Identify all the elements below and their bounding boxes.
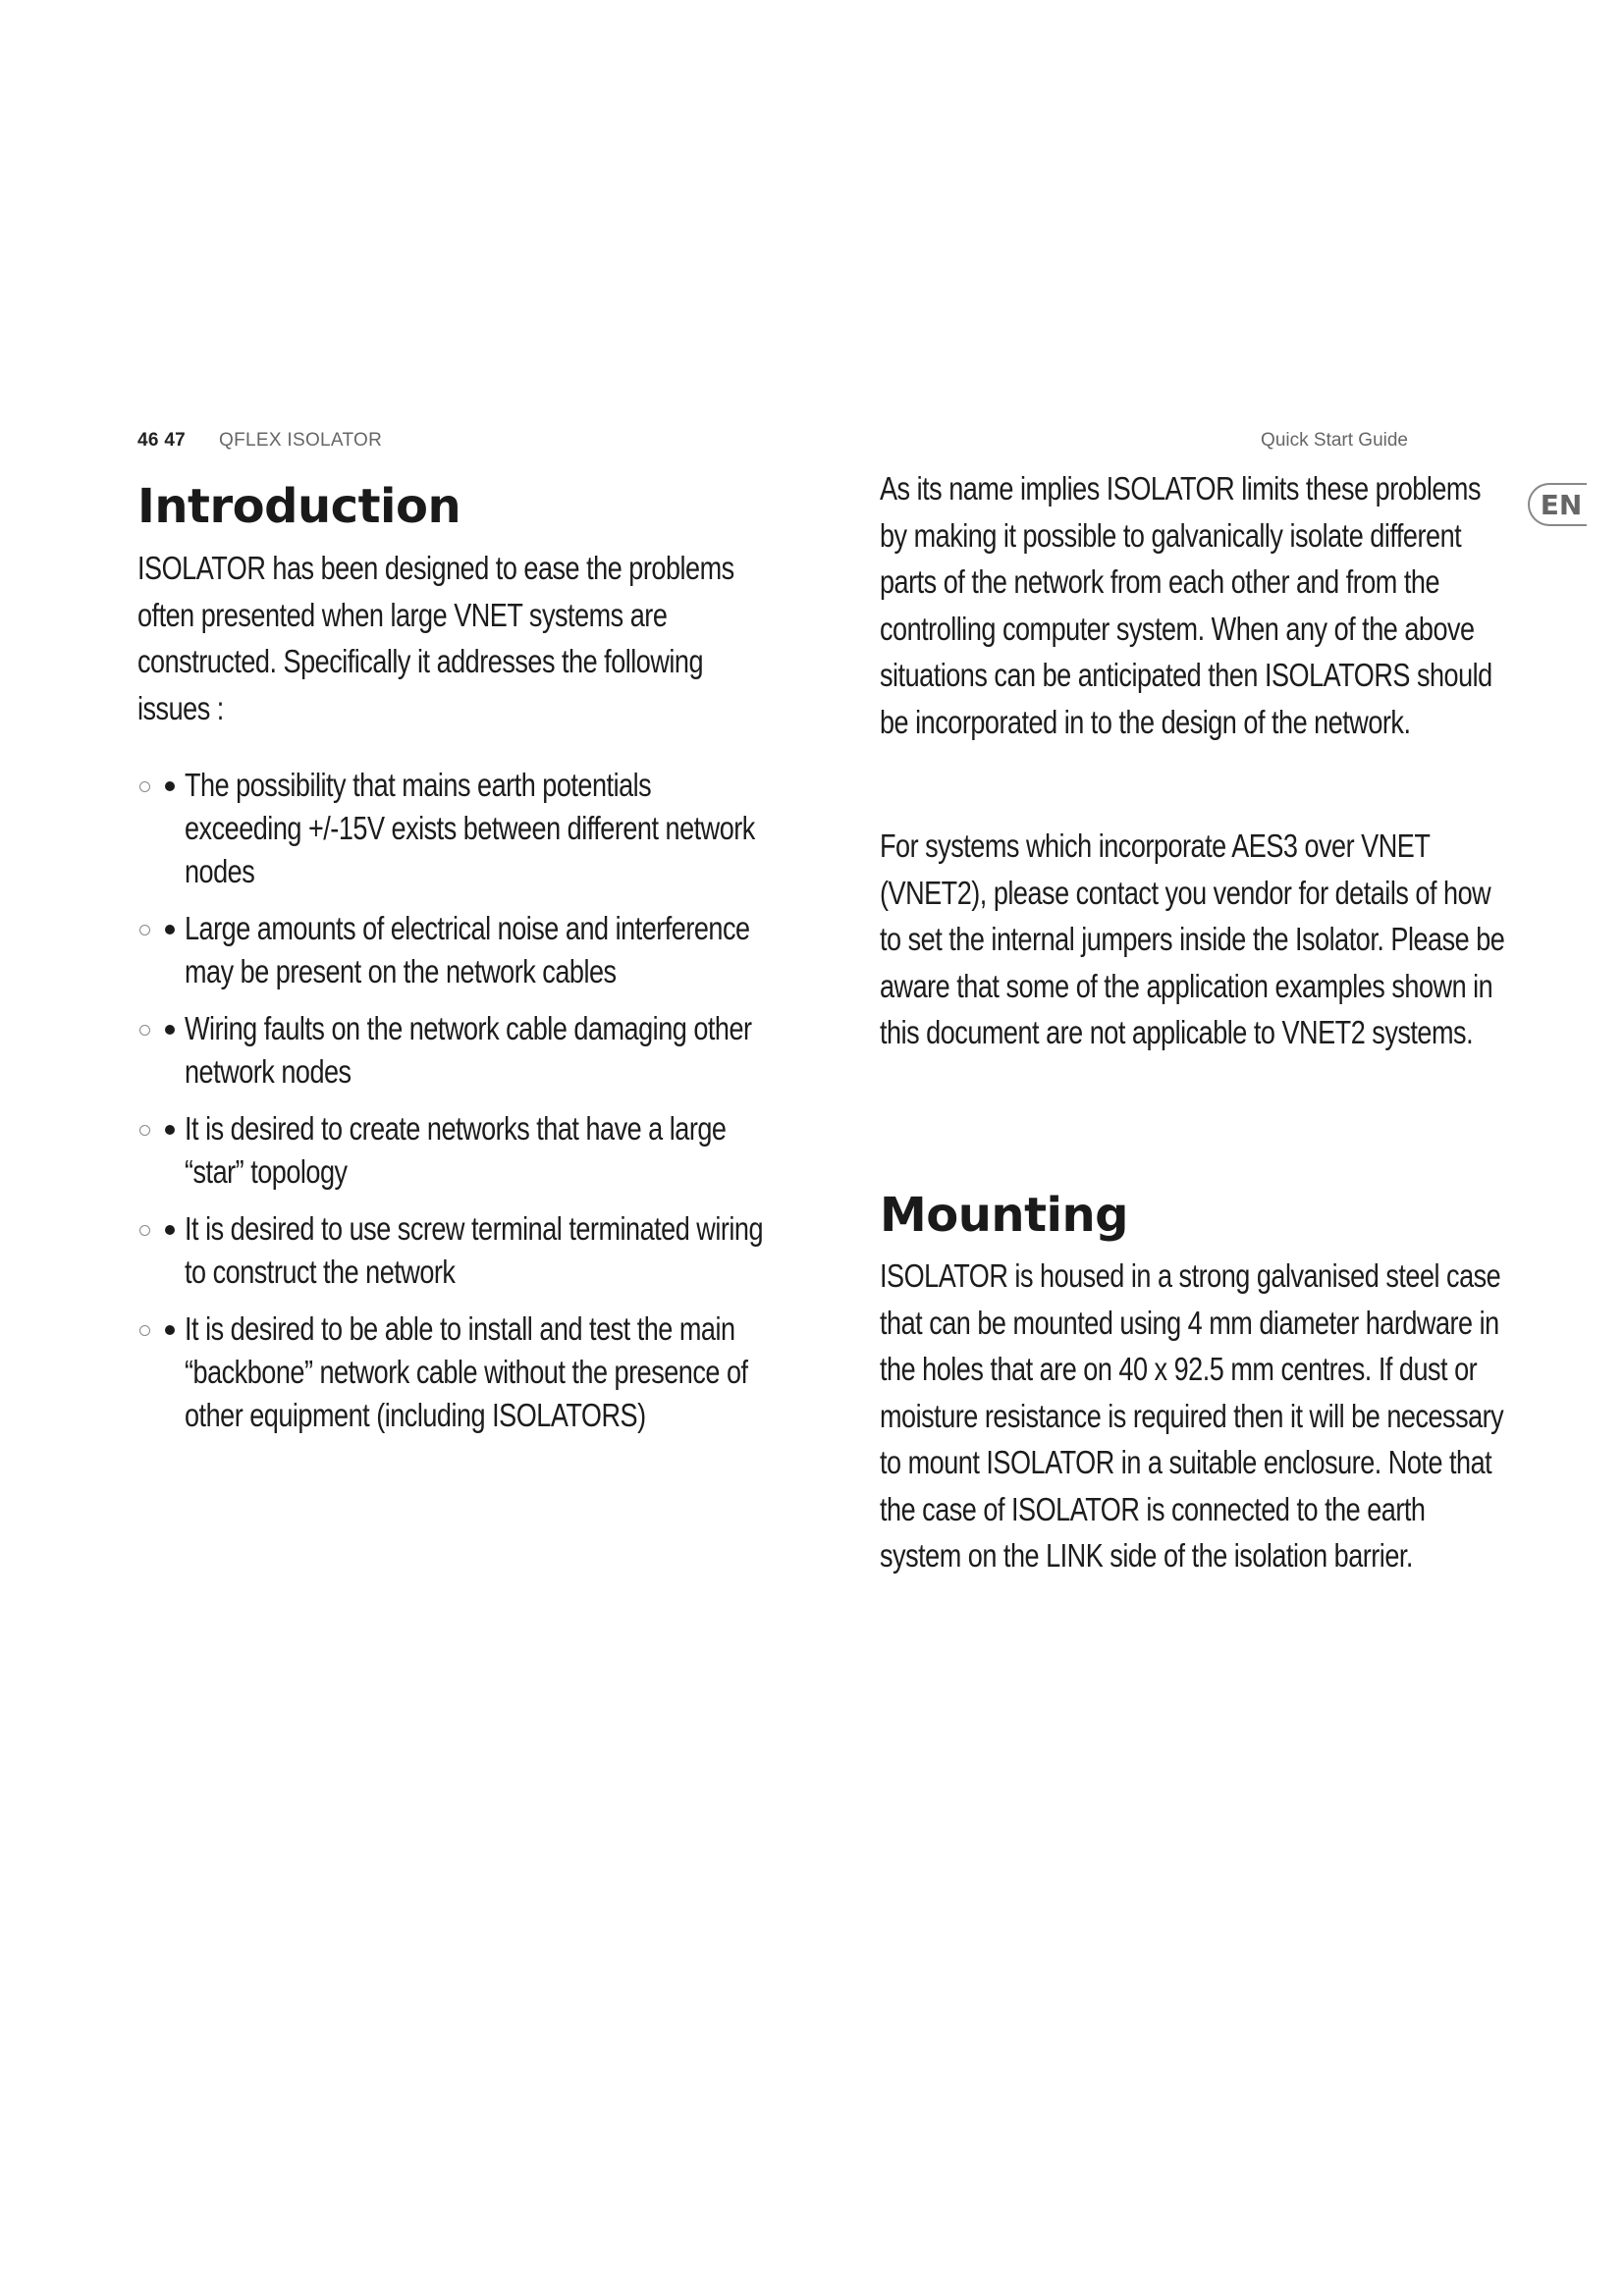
hollow-bullet-icon [139, 1025, 150, 1036]
issue-text: The possibility that mains earth potentials exceeding +/-15V exists between different network nodes [185, 767, 755, 889]
language-tab: EN [1528, 483, 1587, 526]
introduction-heading: Introduction [137, 479, 461, 534]
hollow-bullet-icon [139, 1225, 150, 1236]
mounting-paragraph: ISOLATOR is housed in a strong galvanised steel case that can be mounted using 4 mm diameter hardware in the holes that are on 40 x 92.5 mm centres. If dust or moisture resistance is required then it will be necessary to mount ISOLATOR in a suitable enclosure. Note that the case of ISOLATOR is connected to the earth system on the LINK side of the isolation barrier. [880, 1257, 1504, 1574]
hollow-bullet-icon [139, 781, 150, 792]
hollow-bullet-icon [139, 925, 150, 935]
introduction-paragraph: ISOLATOR has been designed to ease the problems often presented when large VNET systems are constructed. Specifically it addresses the following issues : [137, 550, 734, 726]
issue-text: It is desired to use screw terminal terminated wiring to construct the network [185, 1210, 764, 1290]
guide-title: Quick Start Guide [1261, 430, 1408, 451]
list-item [137, 1207, 766, 1294]
list-item [137, 1107, 766, 1194]
product-name: QFLEX ISOLATOR [219, 430, 383, 451]
isolator-purpose-paragraph: As its name implies ISOLATOR limits these problems by making it possible to galvanically isolate different parts of the network from each other and from the controlling computer system. When any of the above situations can be anticipated then ISOLATORS should be incorporated in to the design of the network. [880, 470, 1492, 740]
hollow-bullet-icon [139, 1325, 150, 1336]
page-header-left [137, 430, 382, 452]
list-item [137, 1308, 766, 1437]
bullet-icon [165, 1325, 175, 1335]
mounting-heading: Mounting [880, 1188, 1129, 1243]
issue-text: It is desired to be able to install and test the main “backbone” network cable without the presence of other equipment (including ISOLATORS) [185, 1310, 748, 1433]
hollow-bullet-icon [139, 1125, 150, 1136]
list-item [137, 764, 766, 893]
issue-text: Large amounts of electrical noise and interference may be present on the network cables [185, 910, 750, 989]
bullet-icon [165, 781, 175, 791]
list-item [137, 1007, 766, 1094]
list-item [137, 907, 766, 993]
bullet-icon [165, 925, 175, 934]
issues-list [137, 764, 766, 1451]
issue-text: It is desired to create networks that have a large “star” topology [185, 1110, 727, 1190]
page-numbers: 46 47 [137, 430, 187, 451]
bullet-icon [165, 1225, 175, 1235]
bullet-icon [165, 1125, 175, 1135]
issue-text: Wiring faults on the network cable damaging other network nodes [185, 1010, 752, 1090]
vnet2-paragraph: For systems which incorporate AES3 over VNET (VNET2), please contact you vendor for details of how to set the internal jumpers inside the Isolator. Please be aware that some of the application examples shown in this document are not applicable to VNET2 systems. [880, 828, 1505, 1050]
bullet-icon [165, 1025, 175, 1035]
